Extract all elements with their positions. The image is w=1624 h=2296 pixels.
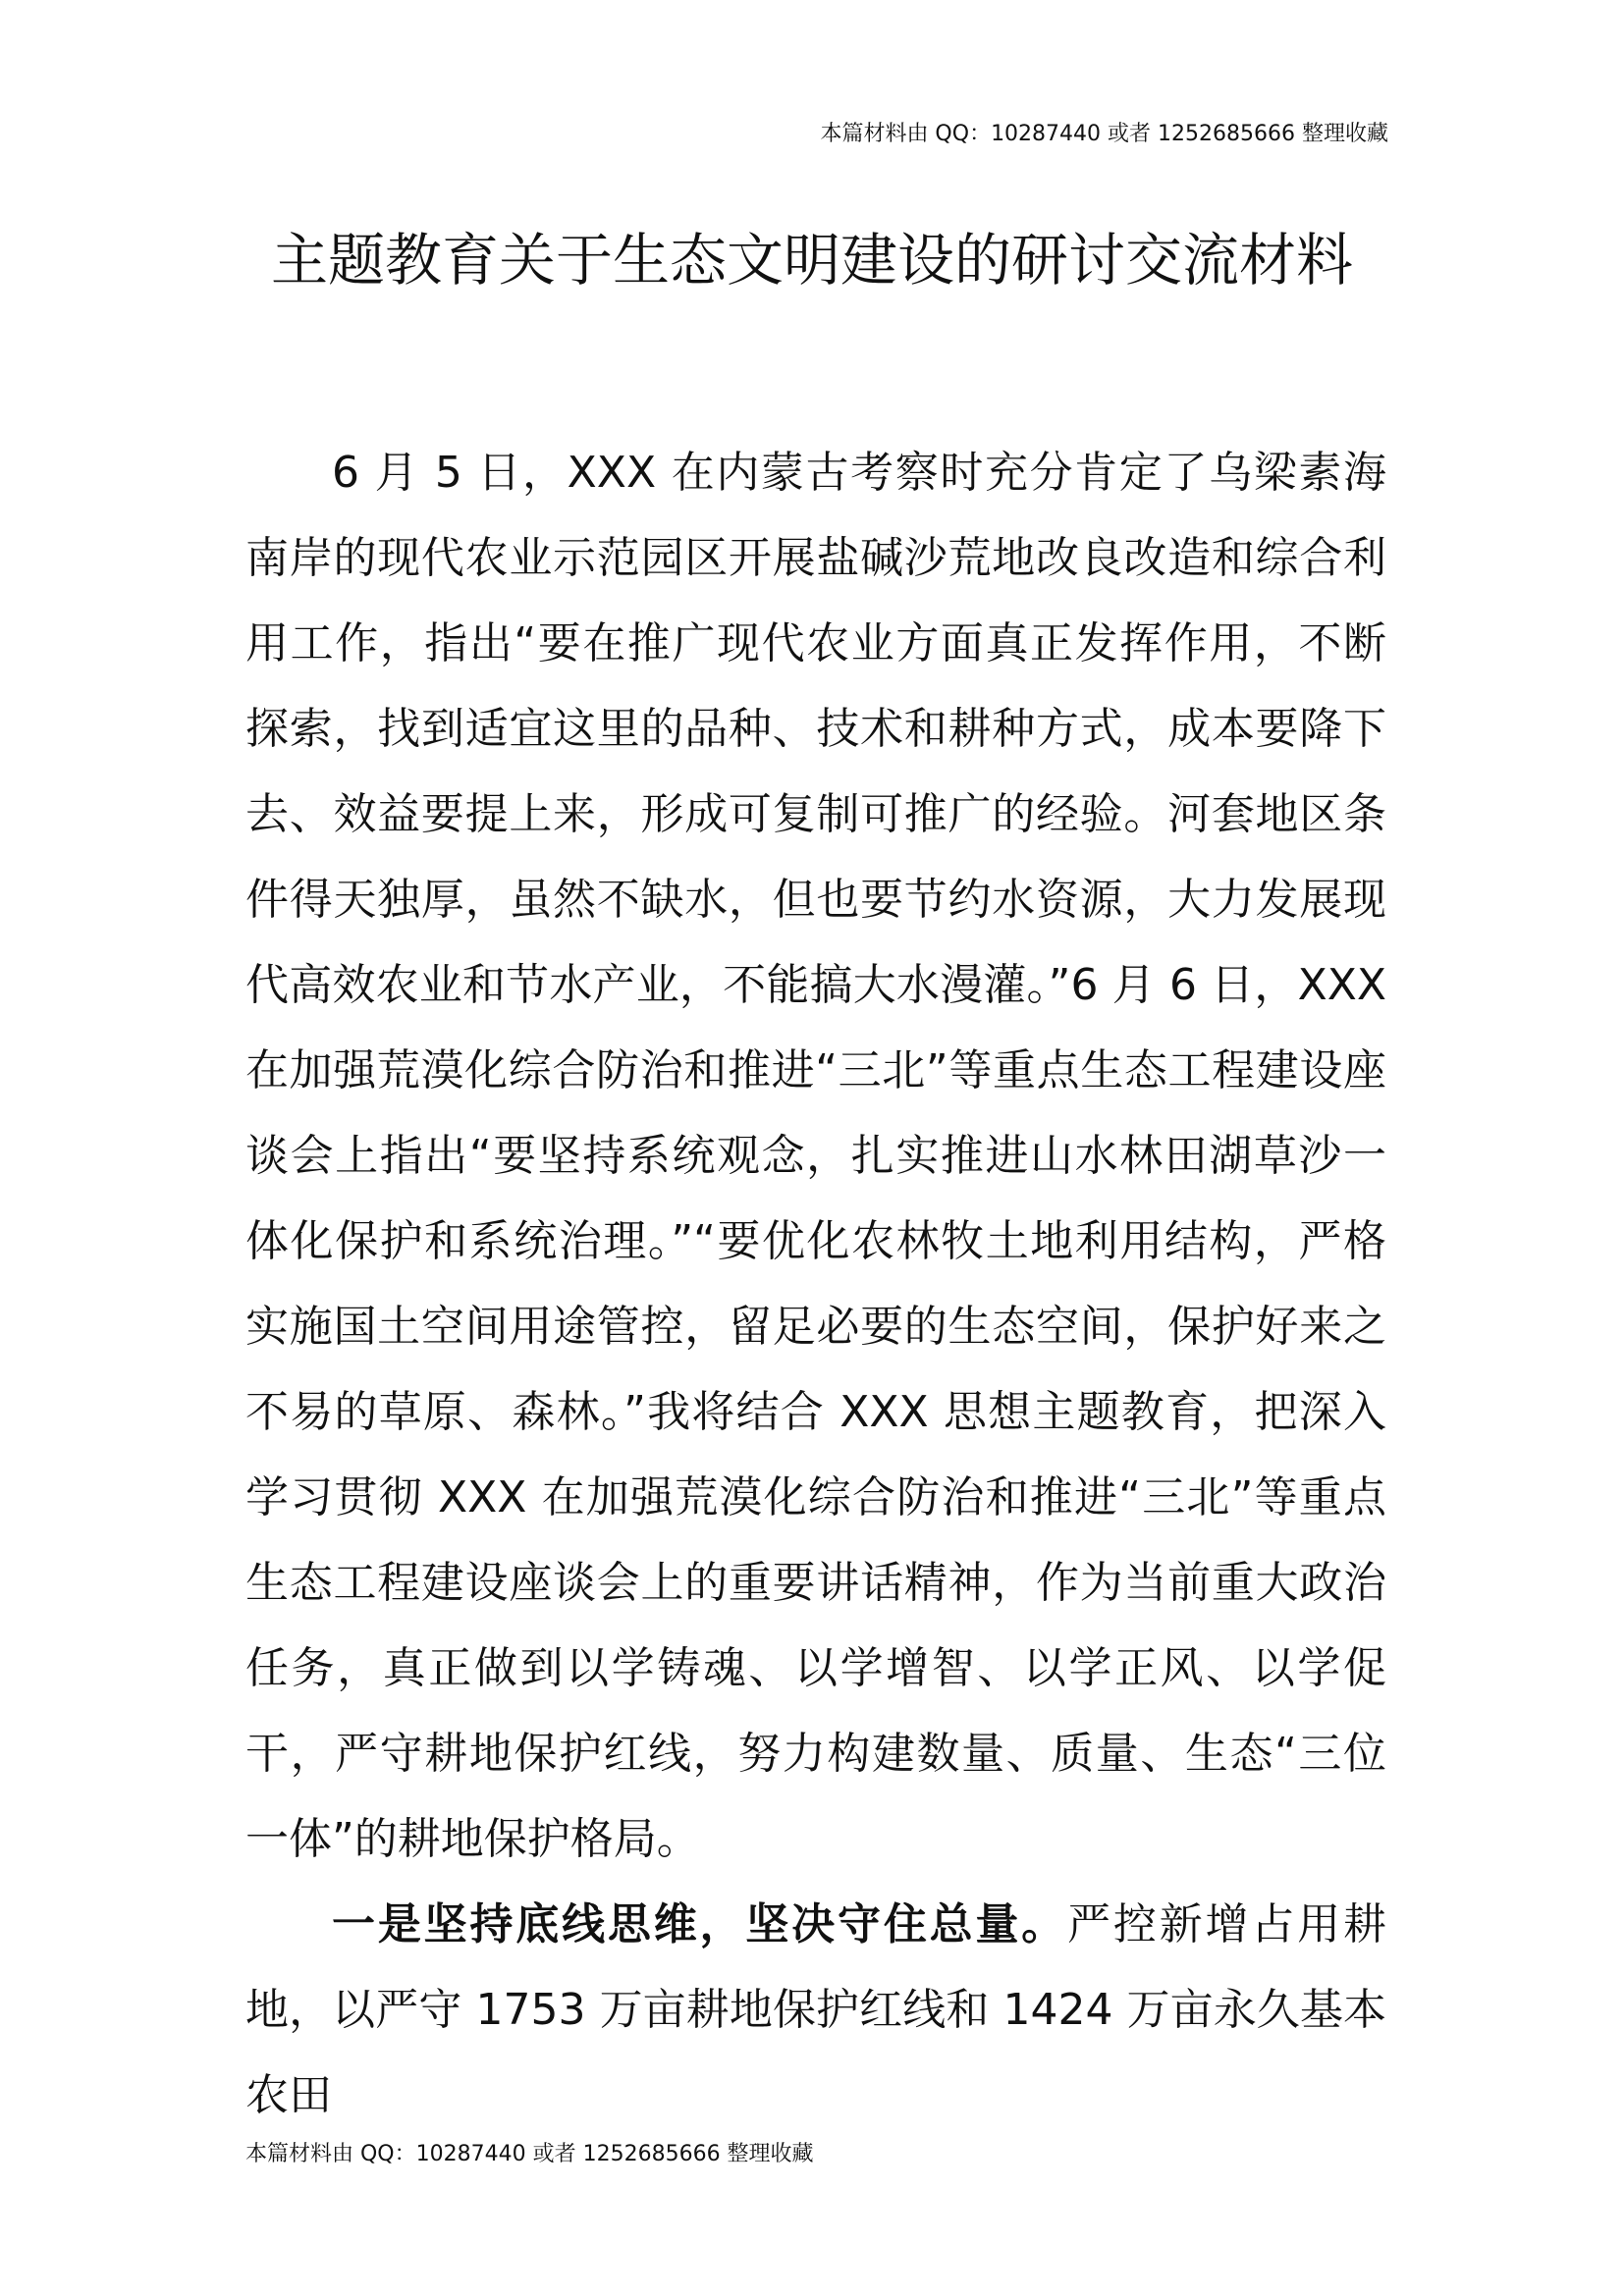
document-title: 主题教育关于生态文明建设的研讨交流材料 <box>270 227 1353 294</box>
paragraph-point-one-text: 严控新增占用耕地，以严守 1753 万亩耕地保护红线和 1424 万亩永久基本农田 <box>245 1899 1387 2120</box>
paragraph-intro: 6 月 5 日，XXX 在内蒙古考察时充分肯定了乌梁素海南岸的现代农业示范园区开展盐碱沙荒地改良改造和综合利用工作，指出“要在推广现代农业方面真正发挥作用，不断探索，找到适宜这里的品种、技术和耕种方式，成本要降下去、效益要提上来，形成可复制可推广的经验。河套地区条件得天独厚，虽然不缺水，但也要节约水资源，大力发展现代高效农业和节水产业，不能搞大水漫灌。”6 月 6 日，XXX 在加强荒漠化综合防治和推进“三北”等重点生态工程建设座谈会上指出“要坚持系统观念，扎实推进山水林田湖草沙一体化保护和系统治理。”“要优化农林牧土地利用结构，严格实施国土空间用途管控，留足必要的生态空间，保护好来之不易的草原、森林。”我将结合 XXX 思想主题教育，把深入学习贯彻 XXX 在加强荒漠化综合防治和推进“三北”等重点生态工程建设座谈会上的重要讲话精神，作为当前重大政治任务，真正做到以学铸魂、以学增智、以学正风、以学促干，严守耕地保护红线，努力构建数量、质量、生态“三位一体”的耕地保护格局。 <box>245 448 1386 1864</box>
header-note: 本篇材料由 QQ：10287440 或者 1252685666 整理收藏 <box>820 122 1388 146</box>
footer-note: 本篇材料由 QQ：10287440 或者 1252685666 整理收藏 <box>245 2142 814 2166</box>
paragraph-point-one-lead: 一是坚持底线思维，坚决守住总量。 <box>332 1899 1068 1949</box>
paragraph-point-one <box>245 1882 1386 2138</box>
document-body <box>245 430 1386 2138</box>
